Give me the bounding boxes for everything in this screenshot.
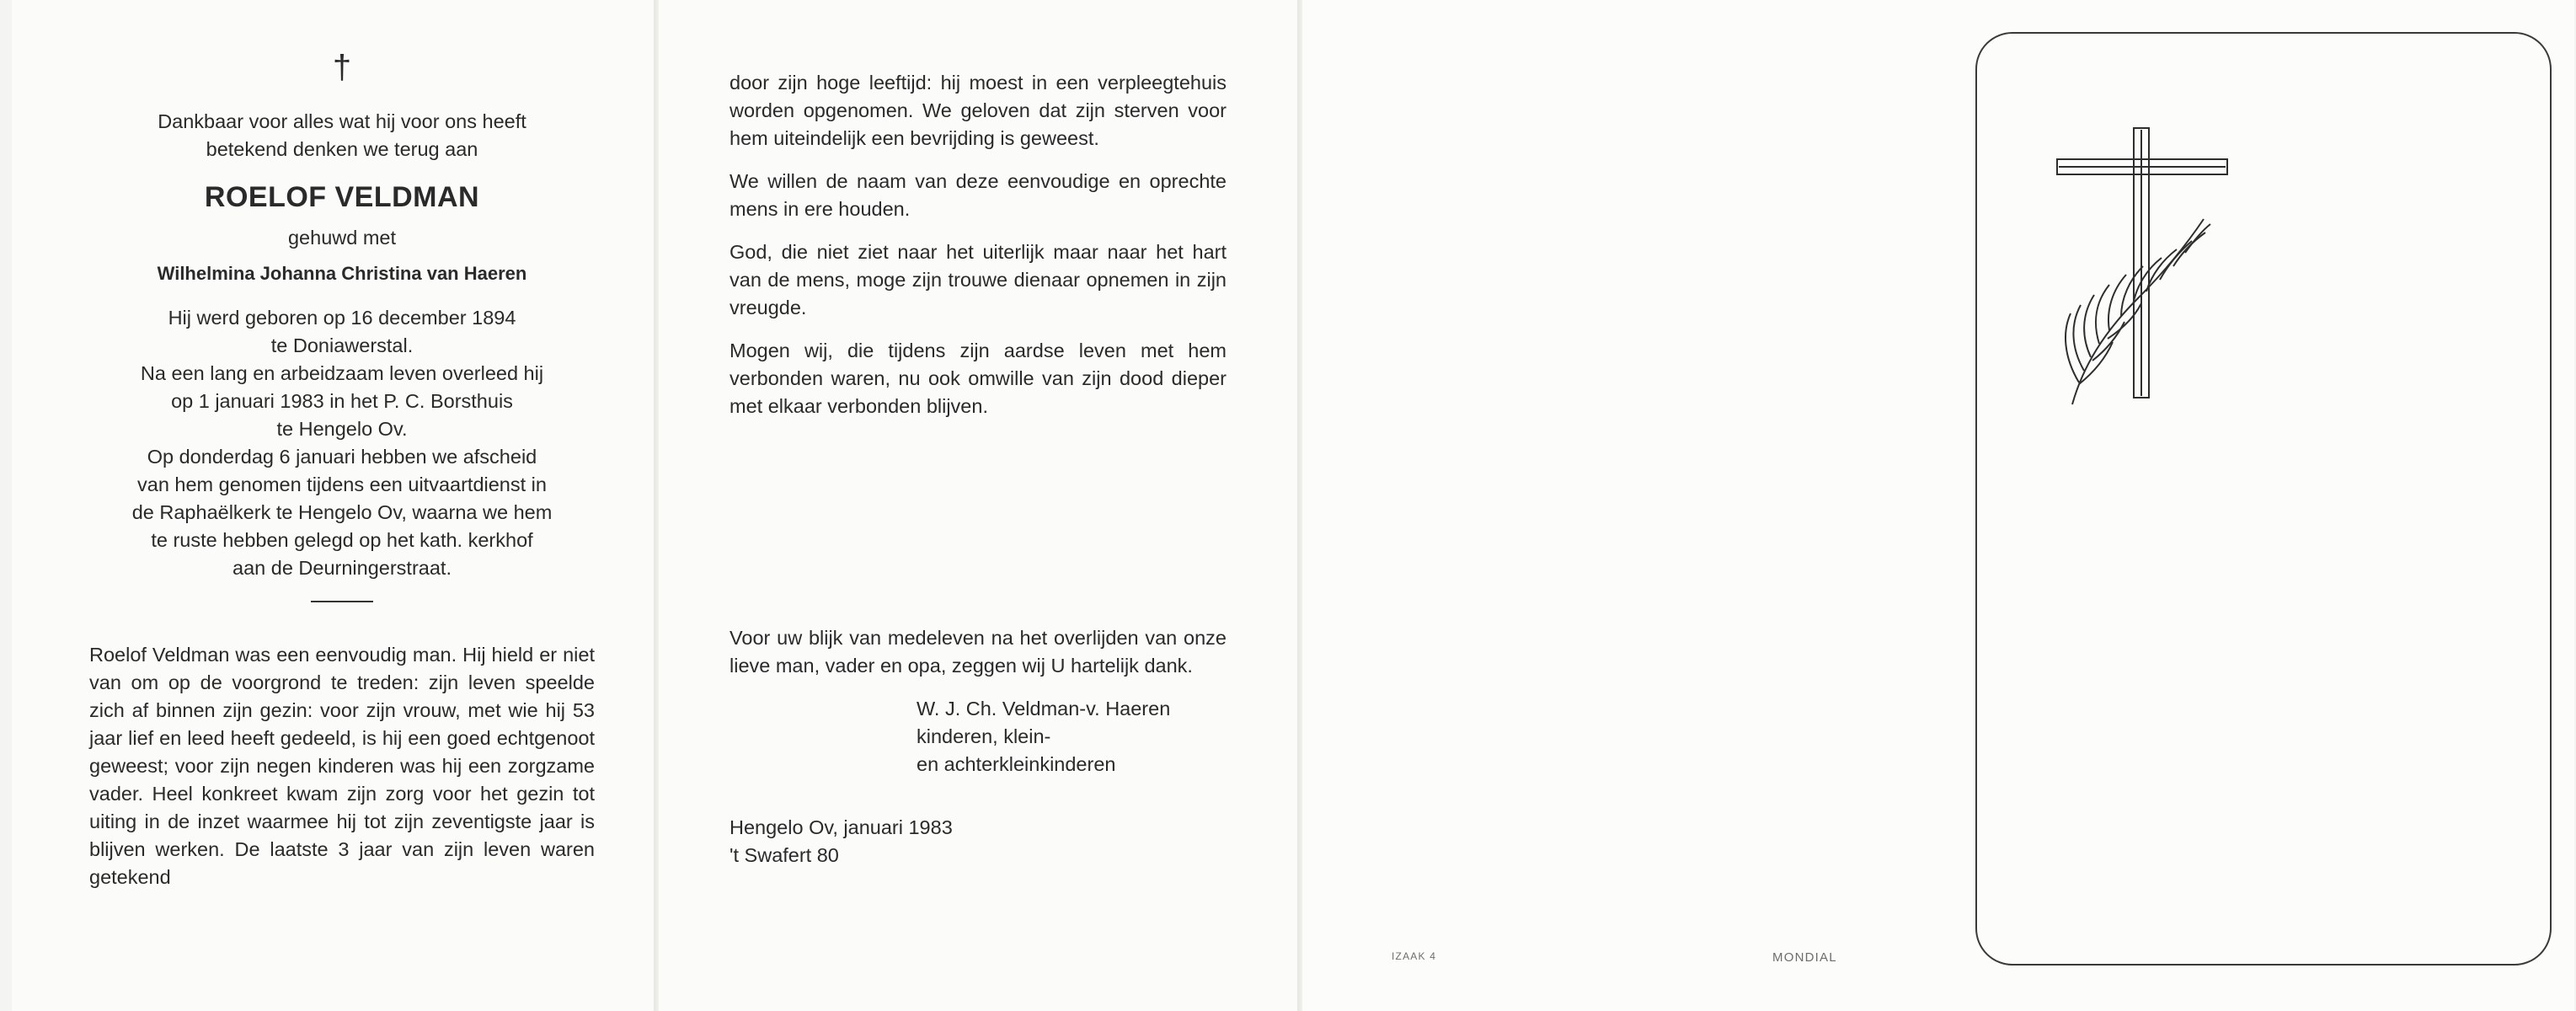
- signature-block: [917, 695, 1227, 778]
- life-line: van hem genomen tijdens een uitvaartdienst in: [137, 473, 547, 495]
- signature-line: W. J. Ch. Veldman-v. Haeren: [917, 698, 1171, 719]
- life-line: Op donderdag 6 januari hebben we afscheid: [147, 446, 537, 468]
- intro-line: Dankbaar voor alles wat hij voor ons heeft: [158, 110, 526, 132]
- printer-name: MONDIAL: [1772, 950, 1837, 965]
- life-line: Hij werd geboren op 16 december 1894: [168, 307, 516, 329]
- life-line: te Hengelo Ov.: [276, 418, 408, 440]
- place-date: Hengelo Ov, januari 1983: [730, 816, 953, 838]
- thanks-paragraph: Voor uw blijk van medeleven na het overlijden van onze lieve man, vader en opa, zeggen wij U hartelijk dank.: [730, 627, 1227, 677]
- memorial-paragraph: We willen de naam van deze eenvoudige en oprechte mens in ere houden.: [730, 170, 1227, 220]
- life-line: te Doniawerstal.: [270, 334, 414, 356]
- signature-line: kinderen, klein-: [917, 725, 1051, 747]
- life-line: op 1 januari 1983 in het P. C. Borsthuis: [171, 390, 513, 412]
- signature-line: en achterkleinkinderen: [917, 753, 1116, 775]
- address: 't Swafert 80: [730, 844, 839, 866]
- life-line: Na een lang en arbeidzaam leven overleed hij: [140, 362, 544, 384]
- middle-page: [659, 0, 1297, 1011]
- memorial-paragraph: God, die niet ziet naar het uiterlijk maar naar het hart van de mens, moge zijn trouwe dienaar opnemen in zijn vreugde.: [730, 241, 1227, 318]
- middle-page-text: [730, 69, 1227, 869]
- printer-code: IZAAK 4: [1392, 950, 1437, 962]
- section-divider: [311, 601, 373, 602]
- cover-page: [1302, 0, 2574, 1011]
- cross-symbol: †: [332, 49, 352, 86]
- life-line: te ruste hebben gelegd op het kath. kerkhof: [151, 529, 533, 551]
- memorial-paragraph: door zijn hoge leeftijd: hij moest in een verpleegtehuis worden opgenomen. We geloven dat zijn sterven voor hem uiteindelijk een bevrijding is geweest.: [730, 72, 1227, 149]
- biography-paragraph: Roelof Veldman was een eenvoudig man. Hij hield er niet van om op de voorgrond te treden: zijn leven speelde zich af binnen zijn gezin: voor zijn vrouw, met wie hij 53 jaar lief en leed heeft gedeeld, is hij een goed echtgenoot geweest; voor zijn negen kinderen was hij een zorgzame vader. Heel konkreet kwam zijn zorg voor het gezin tot uiting in de inzet waarmee hij tot zijn zeventigste jaar is blijven werken. De laatste 3 jaar van zijn leven waren getekend: [89, 644, 595, 888]
- intro-line: betekend denken we terug aan: [206, 138, 478, 160]
- life-line: de Raphaëlkerk te Hengelo Ov, waarna we hem: [131, 501, 553, 523]
- left-page: [12, 0, 654, 1011]
- memorial-paragraph: Mogen wij, die tijdens zijn aardse leven met hem verbonden waren, nu ook omwille van zijn dood dieper met elkaar verbonden blijven.: [730, 340, 1227, 417]
- deceased-name: ROELOF VELDMAN: [204, 181, 480, 213]
- spouse-name: Wilhelmina Johanna Christina van Haeren: [157, 263, 527, 284]
- left-page-text: [89, 49, 595, 907]
- married-label: gehuwd met: [287, 227, 397, 249]
- life-line: aan de Deurningerstraat.: [232, 557, 452, 579]
- cross-with-palm-branch-icon: [2045, 121, 2239, 408]
- spacer: [730, 436, 1227, 624]
